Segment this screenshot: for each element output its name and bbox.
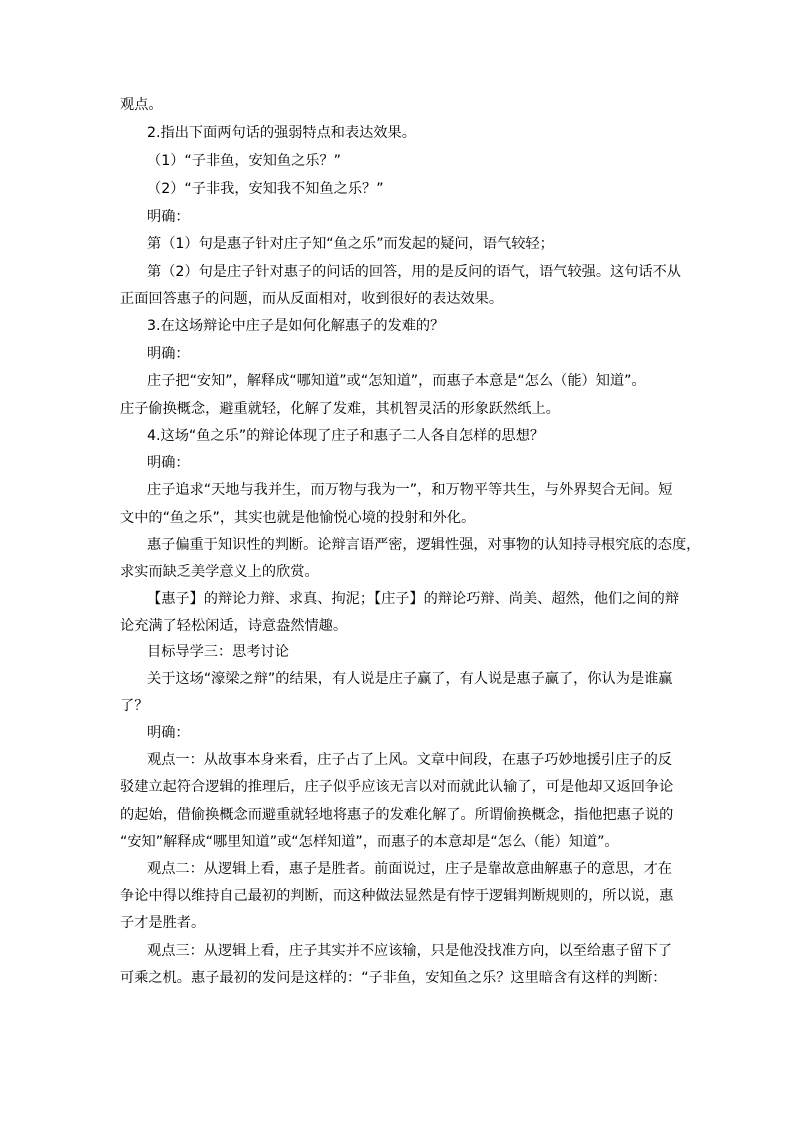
text-line: 子才是胜者。 [120,915,206,931]
text-line: “安知”解释成“哪里知道”或“怎样知道”，而惠子的本意却是“怎么（能）知道”。 [120,834,619,850]
text-line: 求实而缺乏美学意义上的欣赏。 [120,564,319,580]
text-line: （1）“子非鱼，安知鱼之乐？” [147,153,341,169]
text-line: 了？ [120,698,149,714]
text-line: 文中的“鱼之乐”，其实也就是他愉悦心境的投射和外化。 [120,510,476,526]
text-line: 的起始，借偷换概念而避重就轻地将惠子的发难化解了。所谓偷换概念，指他把惠子说的 [120,807,674,823]
text-line: 观点。 [120,97,163,113]
text-line: 明确： [147,455,190,471]
text-line: 明确： [147,346,190,362]
text-line: 观点一：从故事本身来看，庄子占了上风。文章中间段，在惠子巧妙地援引庄子的反 [147,752,672,768]
text-line: 正面回答惠子的问题，而从反面相对，收到很好的表达效果。 [120,291,504,307]
text-line: 第（1）句是惠子针对庄子知“鱼之乐”而发起的疑问，语气较轻； [147,236,554,252]
text-line: 庄子偷换概念，避重就轻，化解了发难，其机智灵活的形象跃然纸上。 [120,401,560,417]
text-line: 观点三：从逻辑上看，庄子其实并不应该输，只是他没找准方向，以至给惠子留下了 [147,943,672,959]
text-line: 争论中得以维持自己最初的判断，而这种做法显然是有悖于逻辑判断规则的，所以说，惠 [120,888,674,904]
text-line: 驳建立起符合逻辑的推理后，庄子似乎应该无言以对而就此认输了，可是他却又返回争论 [120,779,674,795]
text-line: 庄子追求“天地与我并生，而万物与我为一”，和万物平等共生，与外界契合无间。短 [147,482,673,498]
text-line: 可乘之机。惠子最初的发问是这样的：“子非鱼，安知鱼之乐？这里暗含有这样的判断： [120,970,667,986]
section-heading: 目标导学三：思考讨论 [147,644,289,660]
text-line: 明确： [147,725,190,741]
text-line: 观点二：从逻辑上看，惠子是胜者。前面说过，庄子是靠故意曲解惠子的意思，才在 [147,861,672,877]
text-line: 第（2）句是庄子针对惠子的问话的回答，用的是反问的语气，语气较强。这句话不从 [147,264,681,280]
text-line: 4.这场“鱼之乐”的辩论体现了庄子和惠子二人各自怎样的思想？ [147,428,545,444]
text-line: 3.在这场辩论中庄子是如何化解惠子的发难的？ [147,318,445,334]
text-line: 庄子把“安知”，解释成“哪知道”或“怎知道”，而惠子本意是“怎么（能）知道”。 [147,373,646,389]
text-line: 惠子偏重于知识性的判断。论辩言语严密，逻辑性强，对事物的认知持寻根究底的态度， [147,537,701,553]
text-line: 明确： [147,209,190,225]
text-line: 【惠子】的辩论力辩、求真、拘泥；【庄子】的辩论巧辩、尚美、超然，他们之间的辩 [147,591,680,607]
text-line: 2.指出下面两句话的强弱特点和表达效果。 [147,125,416,141]
text-line: 论充满了轻松闲适，诗意盎然情趣。 [120,618,348,634]
text-line: 关于这场“濠梁之辩”的结果，有人说是庄子赢了，有人说是惠子赢了，你认为是谁赢 [147,671,673,687]
text-line: （2）“子非我，安知我不知鱼之乐？” [147,181,384,197]
